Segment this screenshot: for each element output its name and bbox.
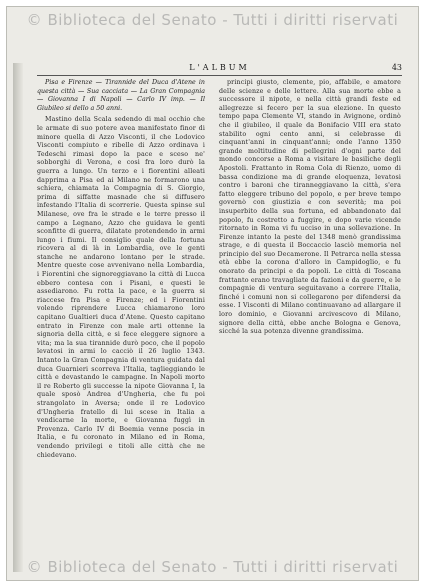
page-gutter-shadow [13, 63, 23, 572]
watermark-bottom: © Biblioteca del Senato - Tutti i diritti riservati [26, 558, 399, 576]
right-column [219, 79, 401, 338]
right-column-text: principi giusto, clemente, pio, affabile, e amatore delle scienze e delle lettere. Alla sua morte ebbe a successore il nipote, e nella città grandi feste ed allegrezze si fecero per la sua elezione. In questo tempo papa Clemente VI, stando in Avignone, ordinò che il giubileo, il quale da Bonifacio VIII era stato stabilito ogni cento anni, si celebrasse di cinquant'anni in cinquant'anni; onde l'anno 1350 grande moltitudine di pellegrini d'ogni parte del mondo concorse a Roma a visitare le basiliche degli Apostoli. Frattanto in Roma Cola di Rienzo, uomo di bassa condizione ma di grande eloquenza, levatosi contro i baroni che tiranneggiavano la città, s'era fatto eleggere tribuno del popolo, e per breve tempo governò con giustizia e con severità; ma poi insuperbito della sua fortuna, ed abbandonato dal popolo, fu costretto a fuggire, e dopo varie vicende ritornato in Roma vi fu ucciso in una sollevazione. In Firenze intanto la peste del 1348 menò grandissima strage, e di questa il Boccaccio lasciò memoria nel principio del suo Decamerone. Il Petrarca nella stessa età ebbe la corona d'alloro in Campidoglio, e fu onorato da principi e da popoli. Le città di Toscana frattanto erano travagliate da fazioni e da guerre, e le compagnie di ventura seguitavano a correre l'Italia, finché i comuni non si collegarono per difendersi da esse. I Visconti di Milano continuavano ad allargare il loro dominio, e Giovanni arcivescovo di Milano, signore della città, ebbe anche Bologna e Genova, sicché la sua potenza divenne grandissima. [219, 79, 401, 336]
page-header [37, 63, 402, 75]
page-number: 43 [391, 63, 402, 72]
left-column-text: Mastino della Scala sedendo di mal occhio che le armate di suo potere avea manifestato finor di minore quella di Azzo Visconti, il che Lodovico Visconti compiuto e ribelle di Azzo ordinava i Tedeschi rimasi dopo la pace e sceso ne' sobborghi di Verona, e cosi fra loro durò la guerra a lungo. Un terzo e i fiorentini alleati dapprima a Pisa ed ai Milano ne formarono una schiera, chiamata la Compagnia di S. Giorgio, prima di siffatte masnade che si diffusero infestando l'Italia di scorrerie. Questa spinse sul Milanese, ove fra le strade e le terre presso il campo a Legnano, Azzo che guidava le genti sconfitte di guerra, dilatate protendendo in armi lungo i fiumi. Il consiglio quale della fortuna ricovera al di là in Lombardia, ove le genti stanche ne andarono lontano per le strade. Mentre queste cose avvenivano nella Lombardia, i Fiorentini che signoreggiavano la città di Lucca ebbero contesa con i Pisani, e questi le assediarono. Fu rotta la pace, e la guerra si riaccese fra Pisa e Firenze; ed i Fiorentini volendo riprendere Lucca chiamarono loro capitano Gualtieri duca d'Atene. Questo capitano entrato in Firenze con male arti ottenne la signoria della città, e si fece eleggere signore a vita; ma la sua tirannide durò poco, che il popolo levatosi in armi lo cacciò il 26 luglio 1343. Intanto la Gran Compagnia di ventura guidata dal duca Guarnieri scorreva l'Italia, taglieggiando le città e devastando le campagne. In Napoli morto il re Roberto gli successe la nipote Giovanna I, la quale sposò Andrea d'Ungheria, che fu poi strangolato in Aversa; onde il re Lodovico d'Ungheria fratello di lui scese in Italia a vendicarne la morte, e Giovanna fuggì in Provenza. Carlo IV di Boemia venne poscia in Italia, e fu coronato in Milano ed in Roma, vendendo privilegi e titoli alle città che ne chiedevano. [37, 116, 205, 459]
chapter-summary: Pisa e Firenze — Tirannide del Duca d'Atene in questa città — Sua cacciata — La Gran Compagnia — Giovanna I di Napoli — Carlo IV imp. — Il Giubileo si dello a 50 anni. [37, 79, 205, 112]
left-column [37, 79, 205, 461]
watermark-top: © Biblioteca del Senato - Tutti i diritti riservati [26, 11, 399, 29]
header-rule [37, 75, 402, 76]
running-title: L'ALBUM [189, 63, 250, 72]
scanned-page [6, 6, 419, 581]
